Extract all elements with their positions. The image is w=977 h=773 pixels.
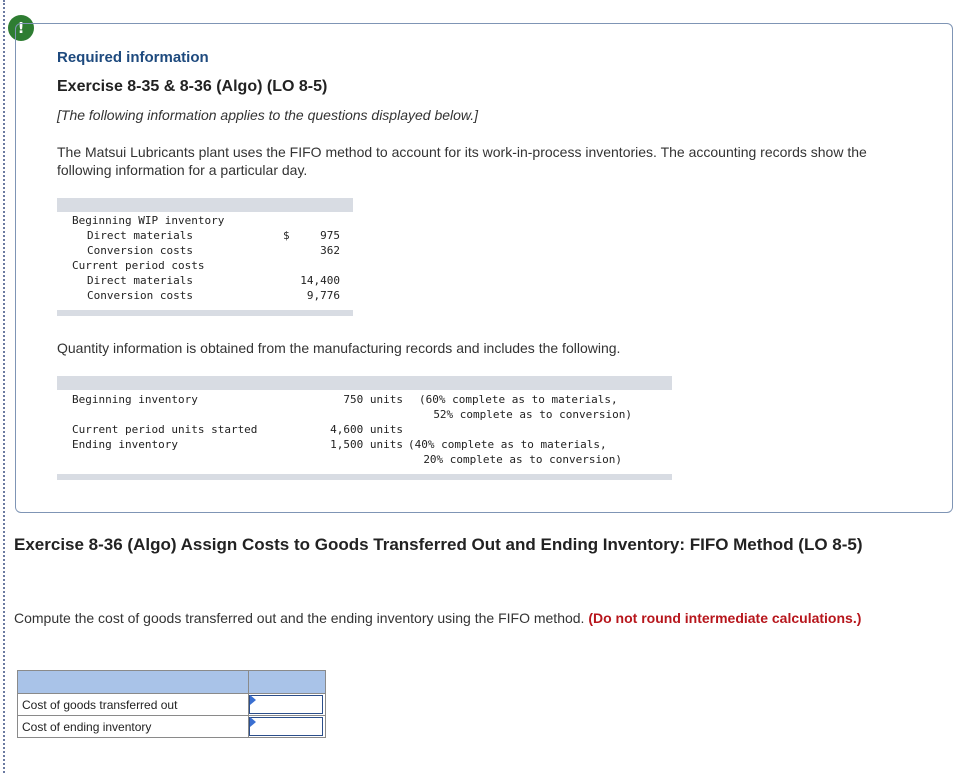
cost-row-label: Direct materials xyxy=(87,274,193,287)
left-dotted-rule xyxy=(3,0,5,773)
quantity-row-note: 20% complete as to conversion) xyxy=(423,453,622,466)
cost-row-label: Conversion costs xyxy=(87,244,193,257)
answer-cell xyxy=(249,694,326,716)
input-marker-icon xyxy=(250,717,256,727)
question-instruction: Compute the cost of goods transferred out and the ending inventory using the FIFO method. xyxy=(14,610,585,626)
quantity-row-label: Current period units started xyxy=(72,423,258,436)
answer-row xyxy=(18,694,326,716)
cost-row-label: Beginning WIP inventory xyxy=(72,214,225,227)
cost-table-header-bar xyxy=(57,198,353,212)
answer-row-label: Cost of goods transferred out xyxy=(18,694,249,716)
question-emphasis: (Do not round intermediate calculations.) xyxy=(588,610,862,626)
quantity-row-note: (40% complete as to materials, xyxy=(408,438,607,451)
answer-table xyxy=(17,670,326,738)
answer-row xyxy=(18,716,326,738)
cost-row-label: Conversion costs xyxy=(87,289,193,302)
quantity-row-note: (60% complete as to materials, xyxy=(419,393,618,406)
quantity-row-label: Beginning inventory xyxy=(72,393,198,406)
quantity-row-units: 750 units xyxy=(343,393,403,406)
cost-table-footer-bar xyxy=(57,310,353,316)
quantity-row-units: 1,500 units xyxy=(330,438,403,451)
required-info-title: Required information xyxy=(57,49,209,66)
exercise-header: Exercise 8-35 & 8-36 (Algo) (LO 8-5) xyxy=(57,78,328,95)
cost-row-value: 14,400 xyxy=(300,274,340,287)
quantity-row-label: Ending inventory xyxy=(72,438,178,451)
quantity-row-note: 52% complete as to conversion) xyxy=(433,408,632,421)
intro-paragraph: The Matsui Lubricants plant uses the FIFO method to account for its work-in-process inventories. The accounting records show the following information for a particular day. xyxy=(57,144,867,178)
quantity-row-units: 4,600 units xyxy=(330,423,403,436)
answer-header-cell xyxy=(18,671,249,694)
ending-inventory-input[interactable] xyxy=(249,717,323,736)
cost-row-value: 975 xyxy=(320,229,340,242)
answer-header-cell xyxy=(249,671,326,694)
cost-row-label: Direct materials xyxy=(87,229,193,242)
cost-row-value: 9,776 xyxy=(306,289,340,302)
quantity-table-footer-bar xyxy=(57,474,672,480)
question-title: Exercise 8-36 (Algo) Assign Costs to Goods Transferred Out and Ending Inventory: FIFO Method (LO 8-5) xyxy=(14,535,863,554)
question-text xyxy=(14,609,914,627)
cost-row-label: Current period costs xyxy=(72,259,205,272)
quantity-intro: Quantity information is obtained from the manufacturing records and includes the following. xyxy=(57,340,621,356)
quantity-table-header-bar xyxy=(57,376,672,390)
cost-transferred-out-input[interactable] xyxy=(249,695,323,714)
answer-cell xyxy=(249,716,326,738)
alert-icon: ! xyxy=(8,15,34,41)
answer-row-label: Cost of ending inventory xyxy=(18,716,249,738)
currency-symbol: $ xyxy=(283,229,290,242)
cost-row-value: 362 xyxy=(320,244,340,257)
answer-table-header xyxy=(18,671,326,694)
input-marker-icon xyxy=(250,695,256,705)
note-text: [The following information applies to the questions displayed below.] xyxy=(57,107,479,123)
